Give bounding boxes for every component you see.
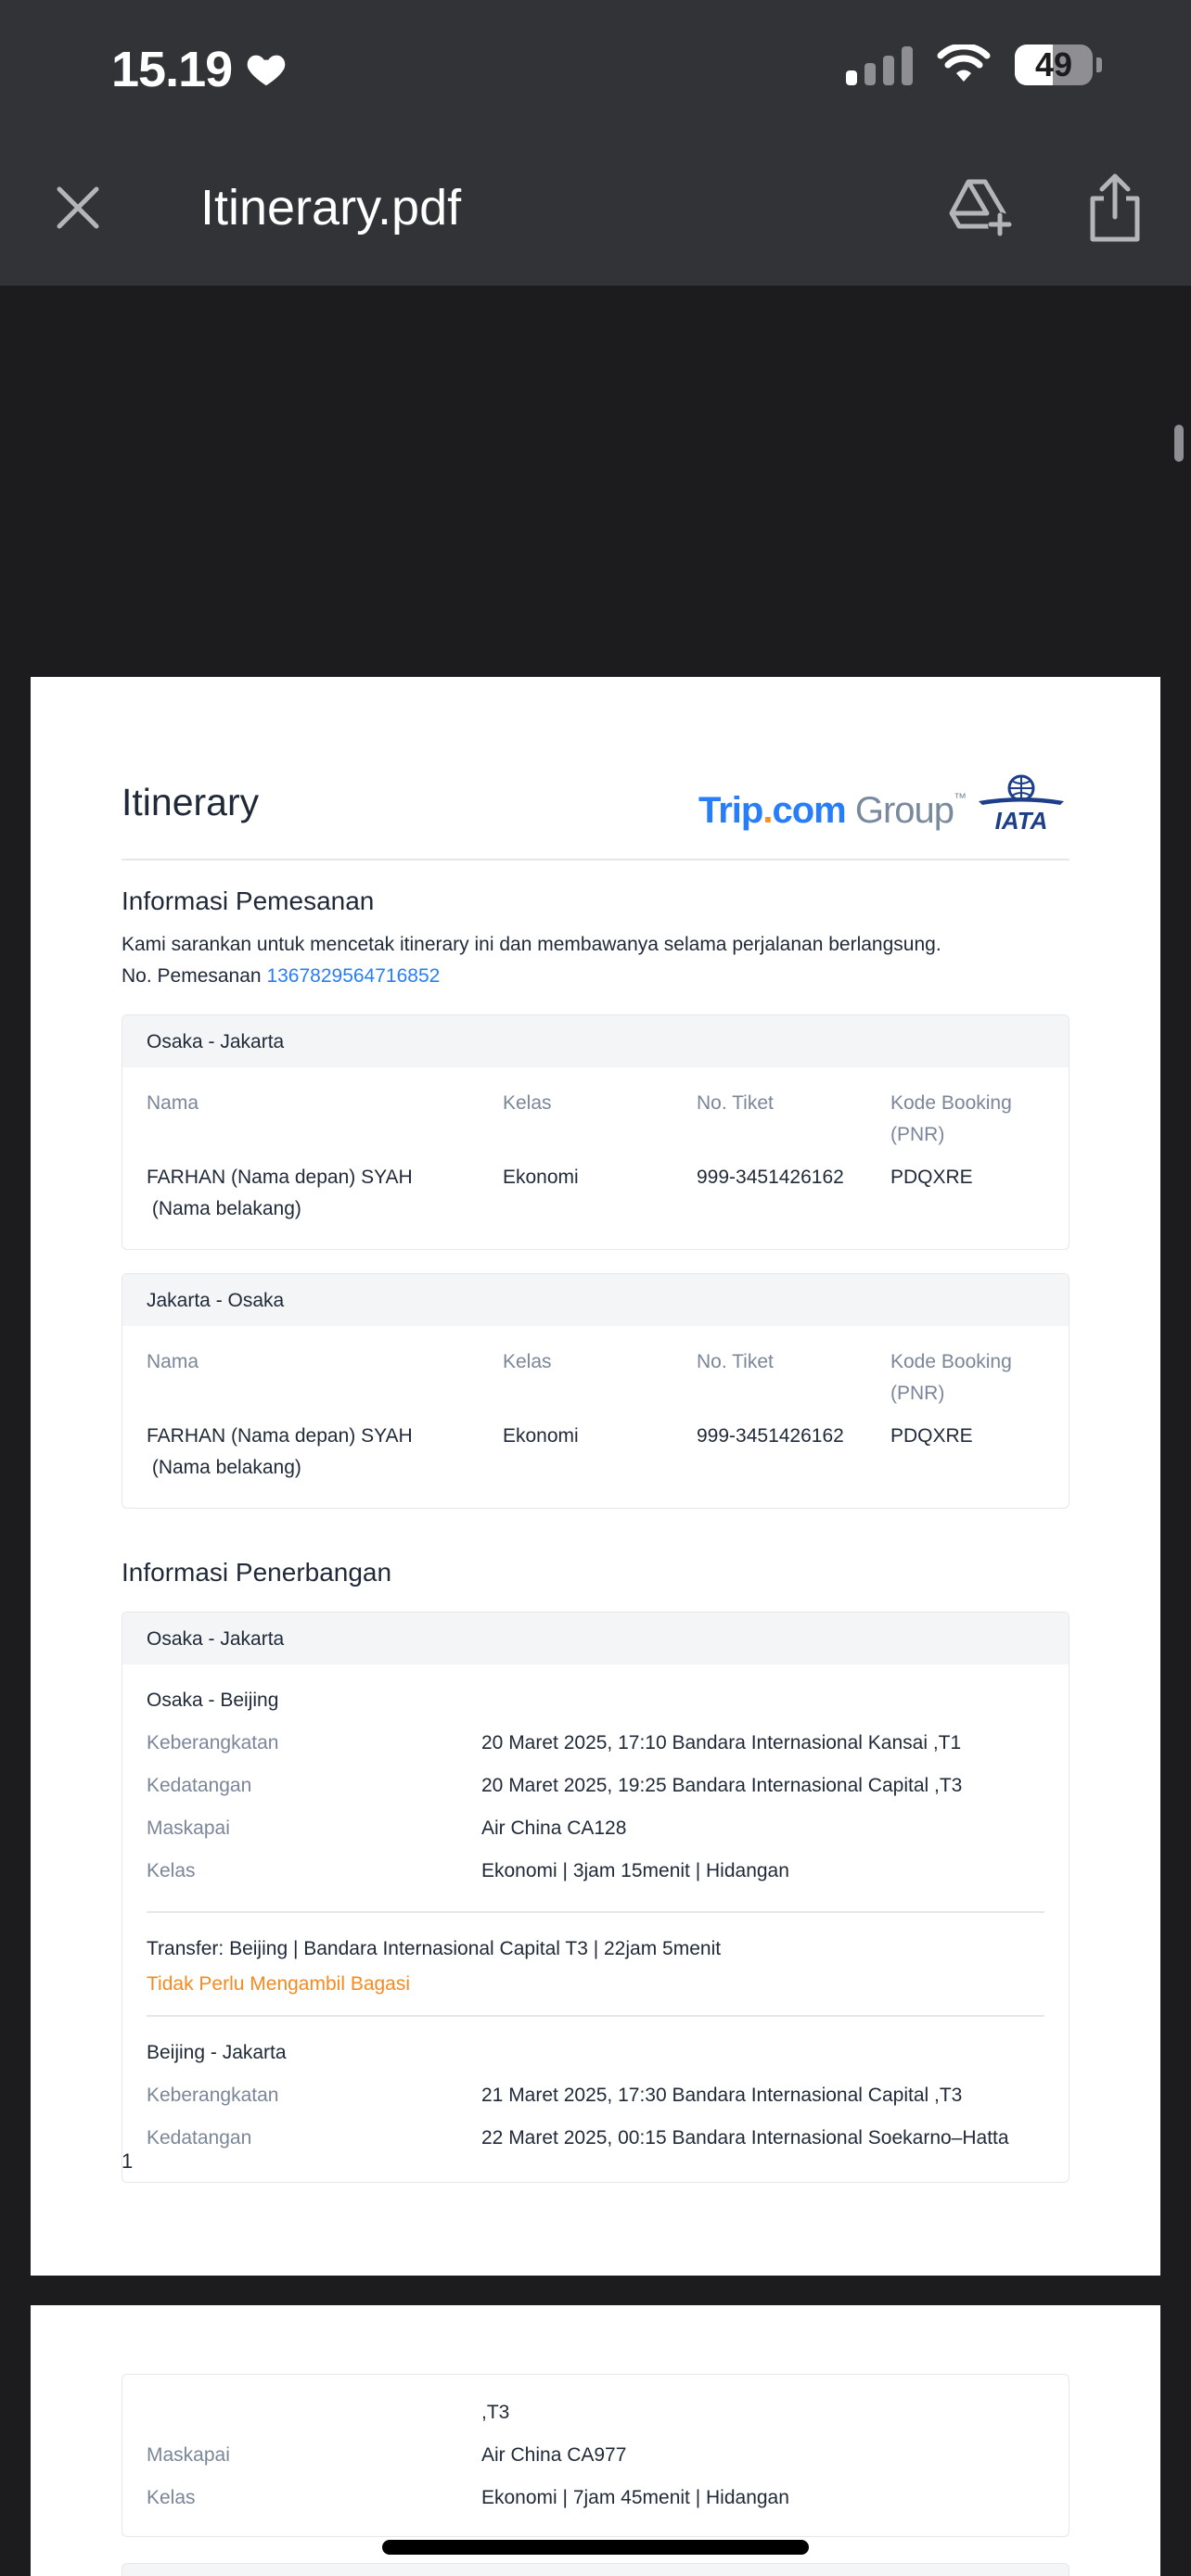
status-time (111, 41, 288, 98)
col-name-header: Nama (147, 1351, 199, 1372)
col-class-header: Kelas (503, 1351, 552, 1372)
arrival-label: Kedatangan (147, 1775, 252, 1796)
segment-divider (147, 2015, 1044, 2017)
header-divider (122, 859, 1069, 861)
segment-route: Osaka - Beijing (147, 1690, 279, 1711)
baggage-note: Tidak Perlu Mengambil Bagasi (147, 1973, 411, 1995)
pdf-page-2 (31, 2305, 1160, 2576)
booking-number-label: No. Pemesanan (122, 965, 262, 987)
iata-logo (977, 773, 1066, 833)
col-ticket-header: No. Tiket (697, 1092, 774, 1114)
heart-icon (245, 48, 288, 91)
airline-value: Air China CA128 (481, 1817, 627, 1839)
card-route: Jakarta - Osaka (122, 1274, 1069, 1326)
airline-label: Maskapai (147, 2444, 230, 2466)
airline-value: Air China CA977 (481, 2444, 627, 2466)
ticket-number: 999-3451426162 (697, 1425, 844, 1447)
transfer-info: Transfer: Beijing | Bandara Internasional Capital T3 | 22jam 5menit (147, 1938, 722, 1959)
page-number: 1 (122, 2149, 134, 2173)
svg-text:IATA: IATA (994, 807, 1048, 833)
pnr-code: PDQXRE (890, 1425, 973, 1447)
col-pnr-header: Kode Booking (PNR) (890, 1351, 1012, 1404)
flight-card-continued (122, 2374, 1069, 2537)
battery-percent: 49 (1034, 45, 1073, 83)
add-to-drive-icon[interactable] (946, 172, 1013, 239)
close-icon[interactable] (48, 178, 108, 237)
wifi-icon (937, 45, 991, 85)
booking-number-line (122, 965, 440, 988)
col-pnr-header: Kode Booking (PNR) (890, 1092, 1012, 1145)
flight-info-heading: Informasi Penerbangan (122, 1558, 392, 1587)
class-label: Kelas (147, 2487, 196, 2508)
arrival-value: 20 Maret 2025, 19:25 Bandara Internasional Capital ,T3 (481, 1775, 963, 1796)
share-icon[interactable] (1083, 171, 1146, 245)
continuation-text: ,T3 (481, 2402, 510, 2423)
booking-info-heading: Informasi Pemesanan (122, 886, 375, 915)
departure-value: 21 Maret 2025, 17:30 Bandara Internasional Capital ,T3 (481, 2085, 963, 2106)
passenger-name: FARHAN (Nama depan) SYAH (Nama belakang) (147, 1167, 413, 1219)
card-route: Osaka - Jakarta (122, 1613, 1069, 1664)
passenger-card (122, 1014, 1069, 1250)
scrollbar-thumb[interactable] (1174, 425, 1184, 462)
col-ticket-header: No. Tiket (697, 1351, 774, 1372)
departure-label: Keberangkatan (147, 2085, 279, 2106)
passenger-class: Ekonomi (503, 1167, 579, 1188)
class-value: Ekonomi | 7jam 45menit | Hidangan (481, 2487, 789, 2508)
trip-com-group-logo: Trip.com Group™ (698, 790, 967, 831)
col-name-header: Nama (147, 1092, 199, 1114)
segment-route: Beijing - Jakarta (147, 2042, 287, 2063)
ticket-number: 999-3451426162 (697, 1167, 844, 1188)
toolbar (0, 158, 1191, 260)
passenger-class: Ekonomi (503, 1425, 579, 1447)
passenger-name: FARHAN (Nama depan) SYAH (Nama belakang) (147, 1425, 413, 1478)
top-bar (0, 0, 1191, 286)
segment-divider (147, 1911, 1044, 1913)
class-label: Kelas (147, 1860, 196, 1881)
passenger-card (122, 1273, 1069, 1509)
col-class-header: Kelas (503, 1092, 552, 1114)
itinerary-title: Itinerary (122, 781, 260, 823)
card-route: Osaka - Jakarta (122, 1015, 1069, 1067)
departure-label: Keberangkatan (147, 1732, 279, 1753)
arrival-value: 22 Maret 2025, 00:15 Bandara Internasional Soekarno–Hatta (481, 2127, 1009, 2149)
battery-icon (1015, 45, 1093, 85)
pnr-code: PDQXRE (890, 1167, 973, 1188)
booking-note: Kami sarankan untuk mencetak itinerary ini dan membawanya selama perjalanan berlangsung. (122, 934, 941, 955)
next-card-edge (122, 2563, 1069, 2576)
home-indicator[interactable] (382, 2540, 809, 2555)
document-title: Itinerary.pdf (200, 180, 462, 236)
status-icons (846, 45, 1102, 85)
cellular-signal-icon (846, 45, 913, 85)
pdf-page-1 (31, 677, 1160, 2276)
arrival-label: Kedatangan (147, 2127, 252, 2149)
flight-card (122, 1612, 1069, 2183)
booking-number-link[interactable]: 1367829564716852 (266, 965, 441, 987)
airline-label: Maskapai (147, 1817, 230, 1839)
departure-value: 20 Maret 2025, 17:10 Bandara Internasional Kansai ,T1 (481, 1732, 962, 1753)
clock: 15.19 (111, 42, 233, 97)
class-value: Ekonomi | 3jam 15menit | Hidangan (481, 1860, 789, 1881)
